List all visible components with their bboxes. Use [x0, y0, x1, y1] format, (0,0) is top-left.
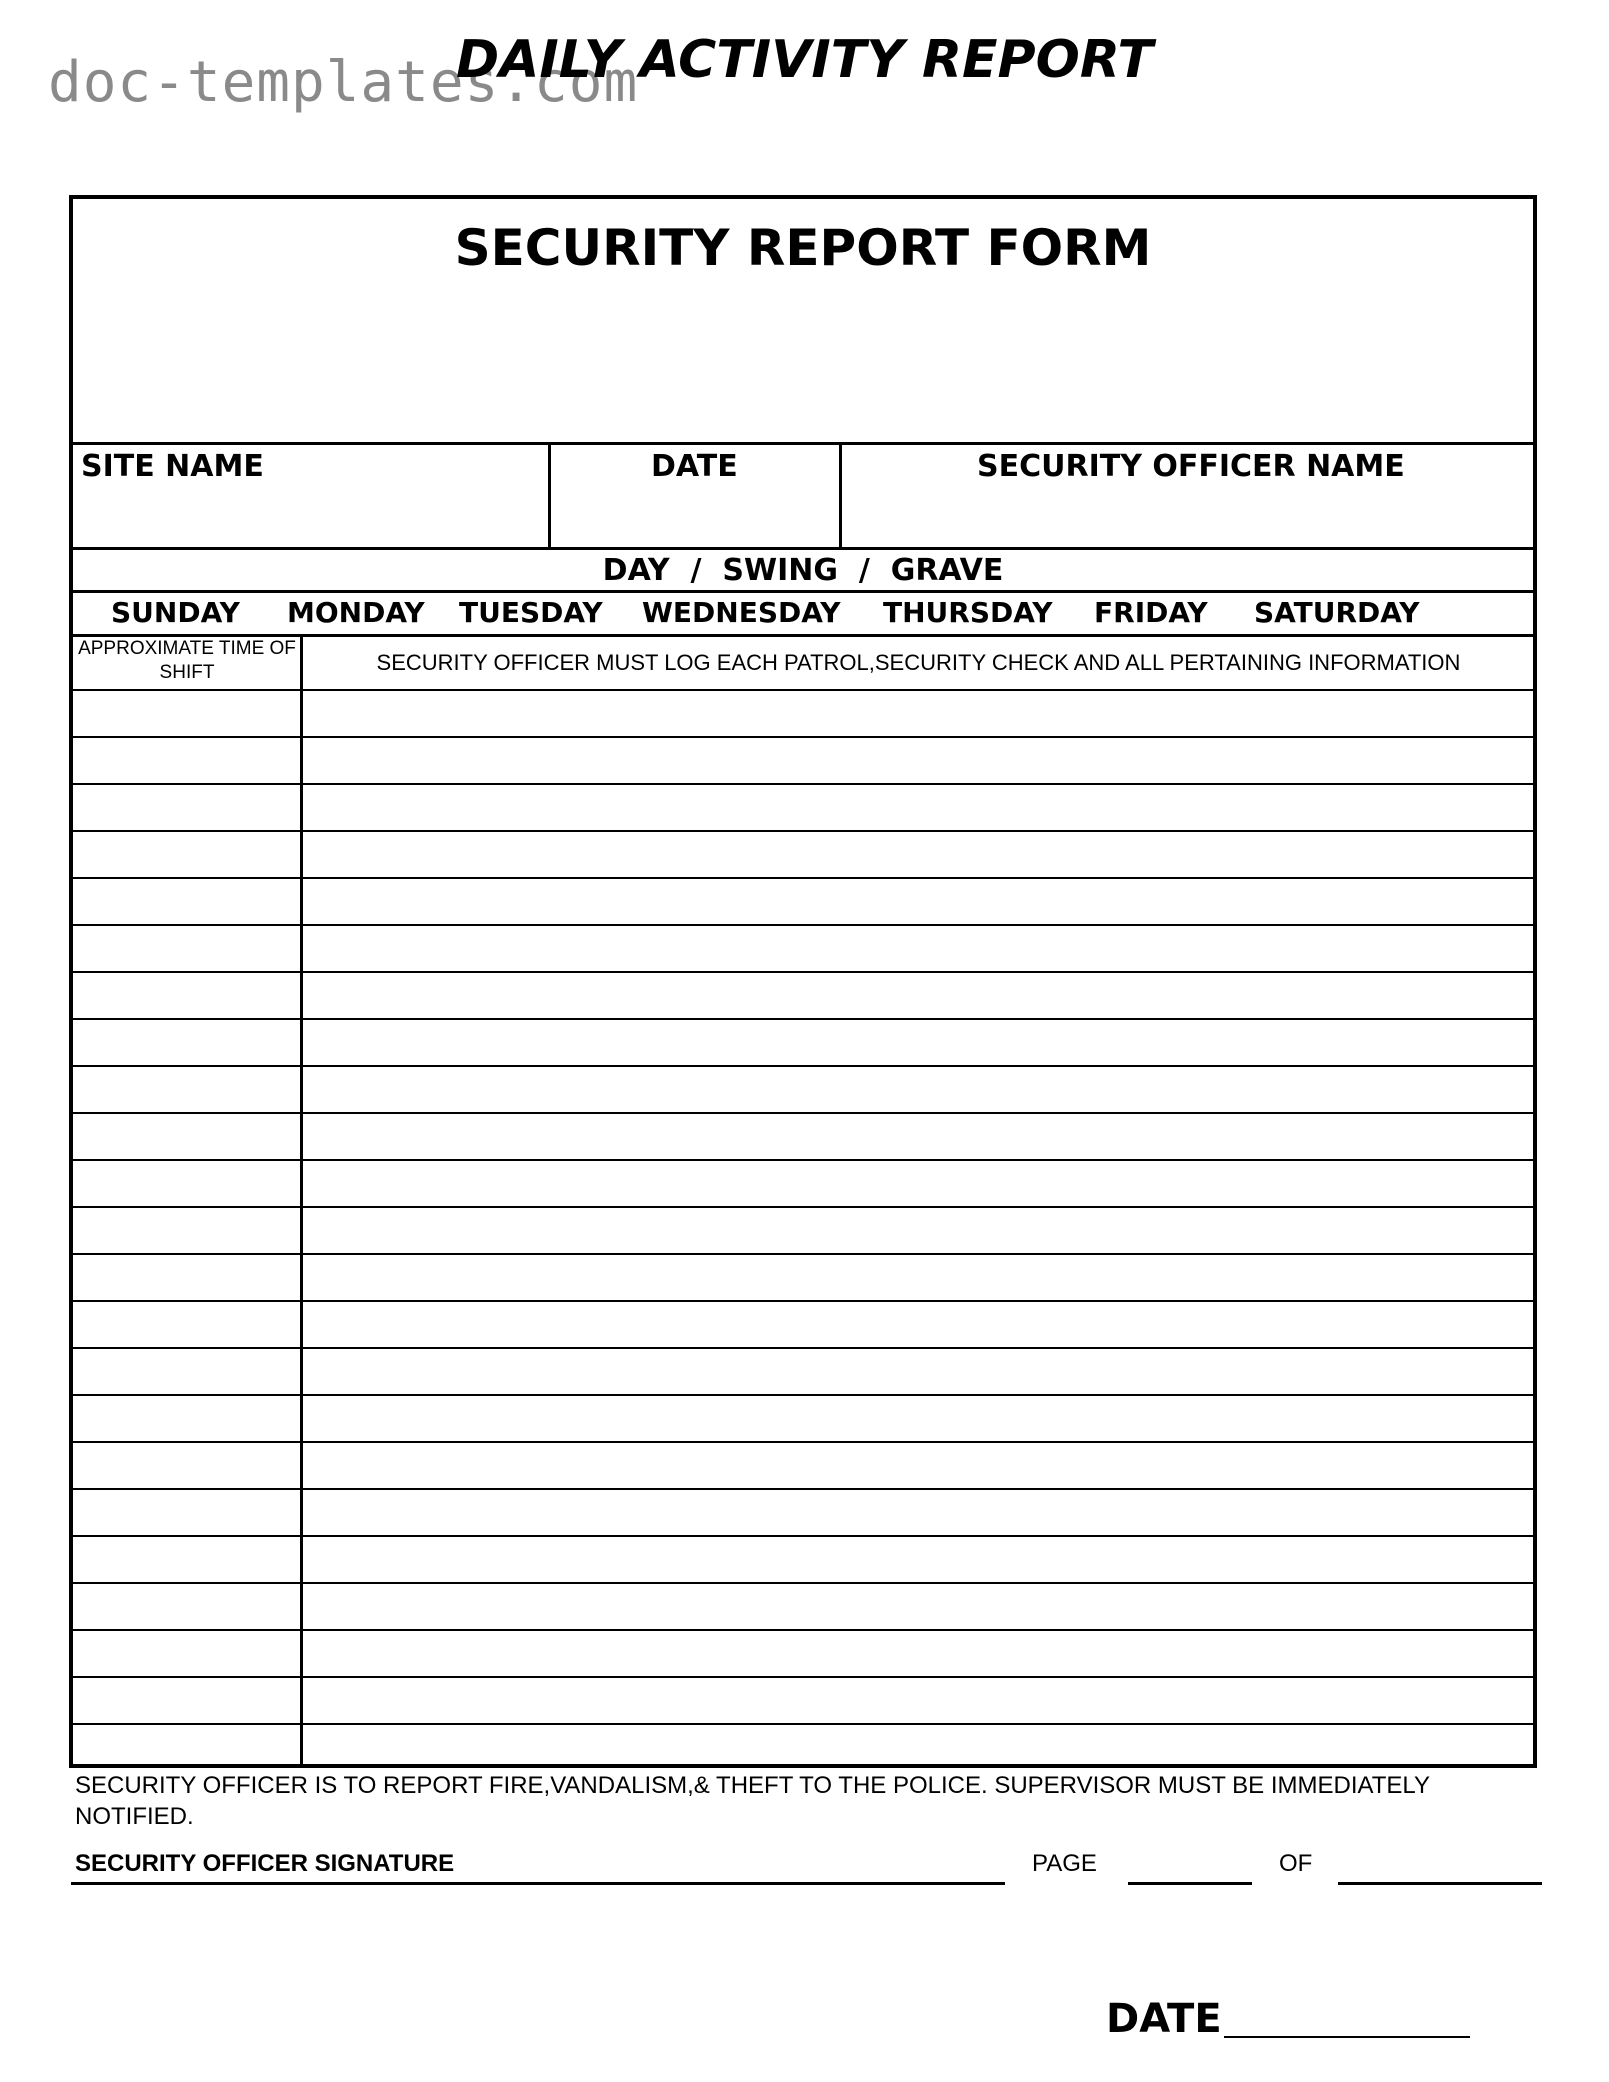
table-row	[73, 971, 1533, 1018]
day-saturday: SATURDAY	[1254, 596, 1420, 629]
form-title: SECURITY REPORT FORM	[454, 219, 1152, 277]
table-row	[73, 1676, 1533, 1723]
time-cell[interactable]	[73, 785, 301, 830]
table-row	[73, 830, 1533, 877]
table-row	[73, 1582, 1533, 1629]
table-row	[73, 1488, 1533, 1535]
day-friday: FRIDAY	[1094, 596, 1208, 629]
divider	[73, 547, 1533, 550]
log-entry-cell[interactable]	[304, 1302, 1533, 1347]
table-row	[73, 1159, 1533, 1206]
table-row	[73, 924, 1533, 971]
log-entry-cell[interactable]	[304, 1020, 1533, 1065]
table-row	[73, 736, 1533, 783]
log-entry-cell[interactable]	[304, 1537, 1533, 1582]
log-entry-cell[interactable]	[304, 785, 1533, 830]
table-row	[73, 1018, 1533, 1065]
days-row	[73, 592, 1533, 634]
time-cell[interactable]	[73, 1161, 301, 1206]
time-cell[interactable]	[73, 691, 301, 736]
log-entry-cell[interactable]	[304, 1490, 1533, 1535]
divider	[839, 442, 842, 548]
page-label: PAGE	[1032, 1850, 1097, 1877]
day-sunday: SUNDAY	[111, 596, 240, 629]
time-cell[interactable]	[73, 1349, 301, 1394]
bottom-date-line[interactable]	[1224, 2036, 1470, 2038]
log-entry-cell[interactable]	[304, 832, 1533, 877]
log-entry-cell[interactable]	[304, 1349, 1533, 1394]
divider	[73, 442, 1533, 445]
table-row	[73, 1065, 1533, 1112]
time-cell[interactable]	[73, 1255, 301, 1300]
time-cell[interactable]	[73, 1725, 301, 1770]
officer-name-label: SECURITY OFFICER NAME	[977, 449, 1405, 484]
signature-line[interactable]	[71, 1882, 1005, 1885]
log-entry-cell[interactable]	[304, 1631, 1533, 1676]
table-row	[73, 1347, 1533, 1394]
date-label: DATE	[651, 449, 738, 484]
time-cell[interactable]	[73, 1490, 301, 1535]
log-table	[73, 689, 1533, 1770]
table-row	[73, 689, 1533, 736]
table-row	[73, 877, 1533, 924]
log-entry-cell[interactable]	[304, 1067, 1533, 1112]
table-row	[73, 1300, 1533, 1347]
report-notice: SECURITY OFFICER IS TO REPORT FIRE,VANDALISM,& THEFT TO THE POLICE. SUPERVISOR MUST BE IMMEDIATELY NOTIFIED.	[75, 1772, 1430, 1830]
time-cell[interactable]	[73, 1396, 301, 1441]
time-column-header: APPROXIMATE TIME OF SHIFT	[78, 638, 296, 683]
page-number-line[interactable]	[1128, 1882, 1252, 1885]
log-entry-cell[interactable]	[304, 1255, 1533, 1300]
time-cell[interactable]	[73, 973, 301, 1018]
security-report-form	[69, 195, 1537, 1768]
log-entry-cell[interactable]	[304, 973, 1533, 1018]
log-entry-cell[interactable]	[304, 1396, 1533, 1441]
day-wednesday: WEDNESDAY	[642, 596, 841, 629]
shift-options: DAY / SWING / GRAVE	[602, 553, 1004, 588]
document-title: DAILY ACTIVITY REPORT	[455, 30, 1154, 90]
table-row	[73, 1112, 1533, 1159]
time-cell[interactable]	[73, 1020, 301, 1065]
log-entry-cell[interactable]	[304, 691, 1533, 736]
time-cell[interactable]	[73, 1302, 301, 1347]
log-entry-cell[interactable]	[304, 1443, 1533, 1488]
table-row	[73, 1629, 1533, 1676]
time-cell[interactable]	[73, 832, 301, 877]
table-row	[73, 783, 1533, 830]
day-thursday: THURSDAY	[883, 596, 1053, 629]
site-name-label: SITE NAME	[81, 449, 264, 484]
time-cell[interactable]	[73, 1114, 301, 1159]
log-entry-cell[interactable]	[304, 1725, 1533, 1770]
time-cell[interactable]	[73, 879, 301, 924]
log-entry-cell[interactable]	[304, 1208, 1533, 1253]
log-entry-cell[interactable]	[304, 1584, 1533, 1629]
log-entry-cell[interactable]	[304, 1678, 1533, 1723]
table-row	[73, 1723, 1533, 1770]
table-row	[73, 1253, 1533, 1300]
divider	[548, 442, 551, 548]
time-cell[interactable]	[73, 1067, 301, 1112]
log-entry-cell[interactable]	[304, 1161, 1533, 1206]
table-row	[73, 1535, 1533, 1582]
time-cell[interactable]	[73, 1443, 301, 1488]
time-cell[interactable]	[73, 1208, 301, 1253]
signature-label: SECURITY OFFICER SIGNATURE	[75, 1850, 455, 1877]
day-monday: MONDAY	[287, 596, 425, 629]
page-total-line[interactable]	[1338, 1882, 1542, 1885]
time-cell[interactable]	[73, 1678, 301, 1723]
log-entry-cell[interactable]	[304, 1114, 1533, 1159]
time-cell[interactable]	[73, 926, 301, 971]
table-row	[73, 1394, 1533, 1441]
bottom-date-label: DATE	[1106, 1996, 1222, 2042]
time-cell[interactable]	[73, 738, 301, 783]
day-tuesday: TUESDAY	[459, 596, 603, 629]
table-row	[73, 1441, 1533, 1488]
watermark: doc-templates.com	[48, 50, 639, 115]
time-cell[interactable]	[73, 1537, 301, 1582]
log-column-header: SECURITY OFFICER MUST LOG EACH PATROL,SECURITY CHECK AND ALL PERTAINING INFORMATION	[376, 650, 1461, 675]
log-entry-cell[interactable]	[304, 879, 1533, 924]
time-cell[interactable]	[73, 1584, 301, 1629]
time-cell[interactable]	[73, 1631, 301, 1676]
log-entry-cell[interactable]	[304, 738, 1533, 783]
log-entry-cell[interactable]	[304, 926, 1533, 971]
table-row	[73, 1206, 1533, 1253]
of-label: OF	[1279, 1850, 1313, 1877]
